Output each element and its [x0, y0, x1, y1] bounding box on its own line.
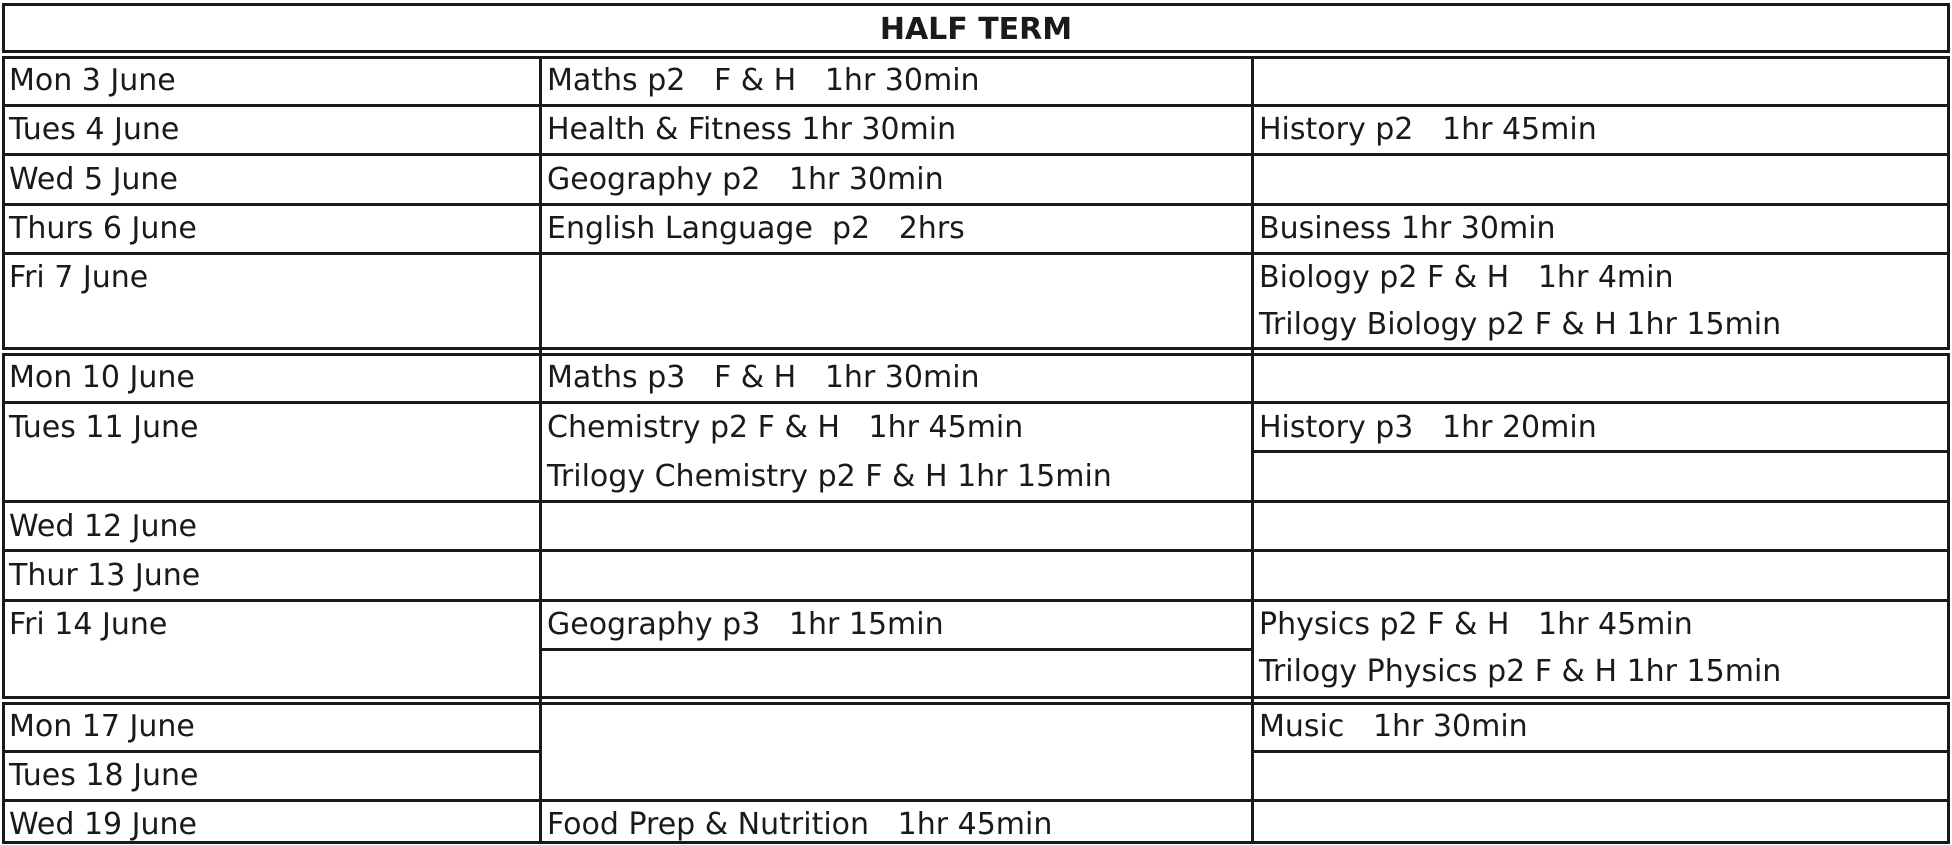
date-cell: Mon 17 June — [9, 709, 195, 744]
date-cell: Wed 5 June — [9, 162, 178, 197]
row-line — [1251, 750, 1950, 753]
morning-exam: Chemistry p2 F & H 1hr 45min — [547, 410, 1024, 445]
morning-exam: Geography p3 1hr 15min — [547, 607, 944, 642]
date-cell: Tues 4 June — [9, 112, 180, 147]
date-cell: Tues 18 June — [9, 758, 199, 793]
morning-exam: Maths p2 F & H 1hr 30min — [547, 63, 980, 98]
row-line — [1251, 450, 1950, 453]
morning-exam: Maths p3 F & H 1hr 30min — [547, 360, 980, 395]
row-line — [539, 648, 1254, 651]
row-line — [2, 401, 1950, 404]
row-line — [2, 599, 1950, 602]
morning-exam: Geography p2 1hr 30min — [547, 162, 944, 197]
afternoon-exam: Physics p2 F & H 1hr 45min — [1259, 607, 1693, 642]
row-line — [2, 104, 1950, 107]
morning-exam: Trilogy Chemistry p2 F & H 1hr 15min — [547, 459, 1112, 494]
date-cell: Mon 3 June — [9, 63, 176, 98]
row-line — [2, 799, 1950, 802]
half-term-title: HALF TERM — [879, 12, 1073, 47]
row-line — [2, 252, 1950, 255]
morning-exam: Food Prep & Nutrition 1hr 45min — [547, 807, 1053, 842]
date-cell: Fri 7 June — [9, 260, 149, 295]
afternoon-exam: Music 1hr 30min — [1259, 709, 1528, 744]
date-cell: Mon 10 June — [9, 360, 195, 395]
row-line — [2, 750, 541, 753]
date-cell: Fri 14 June — [9, 607, 168, 642]
date-cell: Thurs 6 June — [9, 211, 197, 246]
row-line — [2, 500, 1950, 503]
afternoon-exam: Trilogy Biology p2 F & H 1hr 15min — [1259, 307, 1782, 342]
afternoon-exam: History p2 1hr 45min — [1259, 112, 1597, 147]
date-cell: Thur 13 June — [9, 558, 201, 593]
date-cell: Wed 12 June — [9, 509, 197, 544]
column-divider — [539, 56, 542, 844]
afternoon-exam: Business 1hr 30min — [1259, 211, 1556, 246]
row-line — [2, 549, 1950, 552]
date-cell: Tues 11 June — [9, 410, 199, 445]
row-line — [2, 153, 1950, 156]
morning-exam: Health & Fitness 1hr 30min — [547, 112, 957, 147]
date-cell: Wed 19 June — [9, 807, 197, 842]
morning-exam: English Language p2 2hrs — [547, 211, 965, 246]
afternoon-exam: Biology p2 F & H 1hr 4min — [1259, 260, 1674, 295]
afternoon-exam: Trilogy Physics p2 F & H 1hr 15min — [1259, 654, 1782, 689]
row-line — [2, 203, 1950, 206]
afternoon-exam: History p3 1hr 20min — [1259, 410, 1597, 445]
